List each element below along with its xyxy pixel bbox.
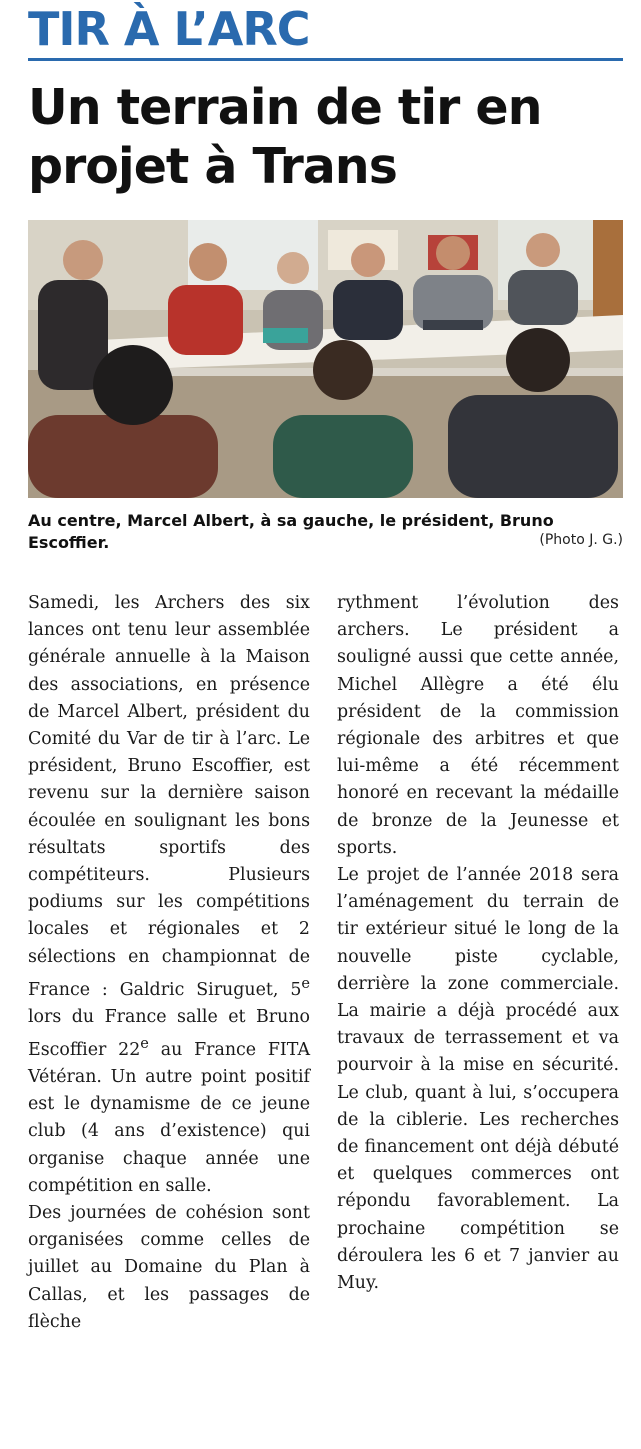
article-paragraph-2a: Des journées de cohésion sont organisées comme celles de juillet au Domaine du Plan à Callas, et les passages de flèche bbox=[28, 1203, 310, 1332]
rubric-rule bbox=[28, 58, 623, 61]
ordinal-suffix: e bbox=[140, 1036, 149, 1053]
article-paragraph-3: Le projet de l’année 2018 sera l’aménagement du terrain de tir extérieur situé le long de la nouvelle piste cyclable, derrière la zone commerciale. La mairie a déjà procédé aux travaux de terrassement et va pourvoir à la mise en sécurité. Le club, quant à lui, s’occupera de la ciblerie. Les recherches de financement ont déjà débuté et quelques commerces ont répondu favorablement. La prochaine compétition se déroulera les 6 et 7 janvier au Muy. bbox=[337, 865, 619, 1294]
ordinal-suffix: e bbox=[301, 975, 310, 992]
article-photo bbox=[28, 220, 623, 498]
paragraph-1-text-b: lors du France salle et Bruno Escoffier 22 bbox=[28, 1006, 310, 1060]
paragraph-1-text-c: au France FITA Vétéran. Un autre point positif est le dynamisme de ce jeune club (4 ans d’existence) qui organise chaque année une compétition en salle. bbox=[28, 1039, 310, 1196]
article-paragraph-1 bbox=[28, 590, 310, 1200]
headline: Un terrain de tir en projet à Trans bbox=[28, 79, 542, 195]
photo-credit: (Photo J. G.) bbox=[539, 532, 623, 548]
article-paragraph-2b: rythment l’évolution des archers. Le président a souligné aussi que cette année, Michel Allègre a été élu président de la commission régionale des arbitres et que lui-même a été récemment honoré en recevant la médaille de bronze de la Jeunesse et sports. bbox=[337, 593, 619, 858]
photo-caption: Au centre, Marcel Albert, à sa gauche, le président, Bruno Escoffier. bbox=[28, 511, 554, 552]
article-column-right bbox=[337, 590, 619, 1297]
article-column-left bbox=[28, 590, 310, 1336]
paragraph-1-text-a: Samedi, les Archers des six lances ont tenu leur assemblée générale annuelle à la Maison des associations, en présence de Marcel Albert, président du Comité du Var de tir à l’arc. Le président, Bruno Escoffier, est revenu sur la dernière saison écoulée en soulignant les bons résultats sportifs des compétiteurs. Plusieurs podiums sur les compétitions locales et régionales et 2 sélections en championnat de France : Galdric Siruguet, 5 bbox=[28, 593, 310, 1000]
section-rubric: TIR À L’ARC bbox=[28, 2, 310, 56]
